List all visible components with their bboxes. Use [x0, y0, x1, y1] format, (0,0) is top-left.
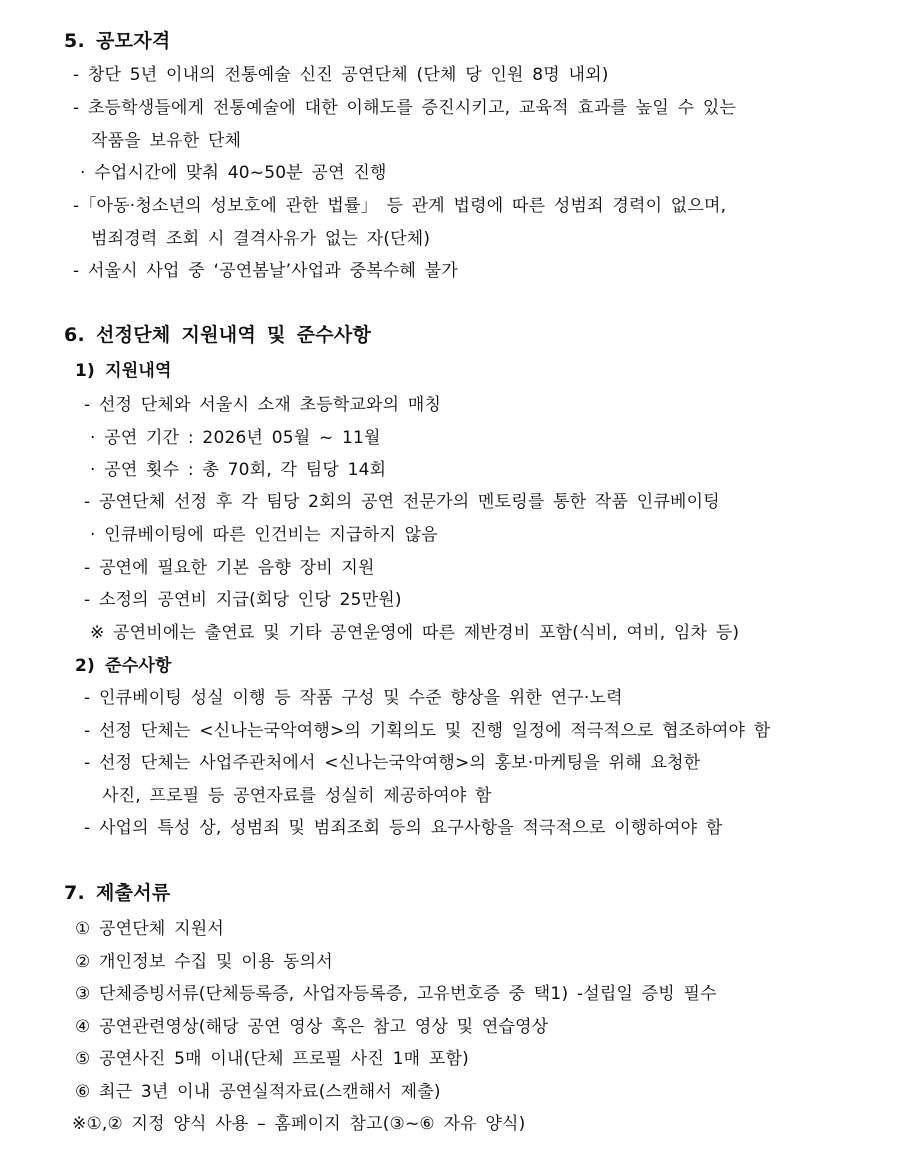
- note: ※ 공연비에는 출연료 및 기타 공연운영에 따른 제반경비 포함(식비, 여비, 임차 등): [90, 623, 740, 643]
- subsection-heading-compliance: 2) 준수사항: [75, 656, 172, 676]
- list-item: - 공연에 필요한 기본 음향 장비 지원: [84, 558, 375, 578]
- section-heading-6: 6. 선정단체 지원내역 및 준수사항: [64, 324, 372, 346]
- list-item: - 인큐베이팅 성실 이행 등 작품 구성 및 수준 향상을 위한 연구·노력: [84, 688, 623, 708]
- document-item: ⑤ 공연사진 5매 이내(단체 프로필 사진 1매 포함): [75, 1049, 469, 1069]
- list-item: - 선정 단체는 사업주관처에서 <신나는국악여행>의 홍보·마케팅을 위해 요청한: [84, 753, 701, 773]
- list-subitem: · 공연 기간 : 2026년 05월 ~ 11월: [90, 428, 381, 448]
- document-item: ② 개인정보 수집 및 이용 동의서: [75, 952, 333, 972]
- list-item: - 선정 단체는 <신나는국악여행>의 기획의도 및 진행 일정에 적극적으로 협조하여야 함: [84, 721, 771, 741]
- list-item: - 초등학생들에게 전통예술에 대한 이해도를 증진시키고, 교육적 효과를 높일 수 있는: [73, 98, 737, 118]
- document-note: ※①,② 지정 양식 사용 – 홈페이지 참고(③~⑥ 자유 양식): [72, 1114, 526, 1134]
- document-item: ③ 단체증빙서류(단체등록증, 사업자등록증, 고유번호증 중 택1) -설립일 증빙 필수: [75, 984, 717, 1004]
- section-heading-5: 5. 공모자격: [64, 30, 171, 52]
- list-item: -「아동·청소년의 성보호에 관한 법률」 등 관계 법령에 따른 성범죄 경력이 없으며,: [73, 196, 727, 216]
- list-item: - 소정의 공연비 지급(회당 인당 25만원): [84, 590, 402, 610]
- subsection-heading-support: 1) 지원내역: [75, 361, 172, 381]
- document-item: ④ 공연관련영상(해당 공연 영상 혹은 참고 영상 및 연습영상: [75, 1017, 549, 1037]
- list-subitem: · 수업시간에 맞춰 40~50분 공연 진행: [80, 163, 387, 183]
- list-item: - 사업의 특성 상, 성범죄 및 범죄조회 등의 요구사항을 적극적으로 이행하여야 함: [84, 818, 723, 838]
- list-item: - 창단 5년 이내의 전통예술 신진 공연단체 (단체 당 인원 8명 내외): [73, 65, 609, 85]
- list-subitem: · 공연 횟수 : 총 70회, 각 팀당 14회: [90, 460, 387, 480]
- document-item: ① 공연단체 지원서: [75, 919, 225, 939]
- list-item-continuation: 작품을 보유한 단체: [91, 131, 242, 151]
- list-item-continuation: 사진, 프로필 등 공연자료를 성실히 제공하여야 함: [102, 786, 492, 806]
- section-heading-7: 7. 제출서류: [64, 882, 171, 904]
- list-item: - 공연단체 선정 후 각 팀당 2회의 공연 전문가의 멘토링를 통한 작품 인큐베이팅: [84, 492, 720, 512]
- list-item: - 서울시 사업 중 ‘공연봄날’사업과 중복수혜 불가: [73, 261, 458, 281]
- list-subitem: · 인큐베이팅에 따른 인건비는 지급하지 않음: [90, 525, 438, 545]
- list-item: - 선정 단체와 서울시 소재 초등학교와의 매칭: [84, 395, 442, 415]
- document-item: ⑥ 최근 3년 이내 공연실적자료(스캔해서 제출): [75, 1082, 441, 1102]
- list-item-continuation: 범죄경력 조회 시 결격사유가 없는 자(단체): [91, 229, 431, 249]
